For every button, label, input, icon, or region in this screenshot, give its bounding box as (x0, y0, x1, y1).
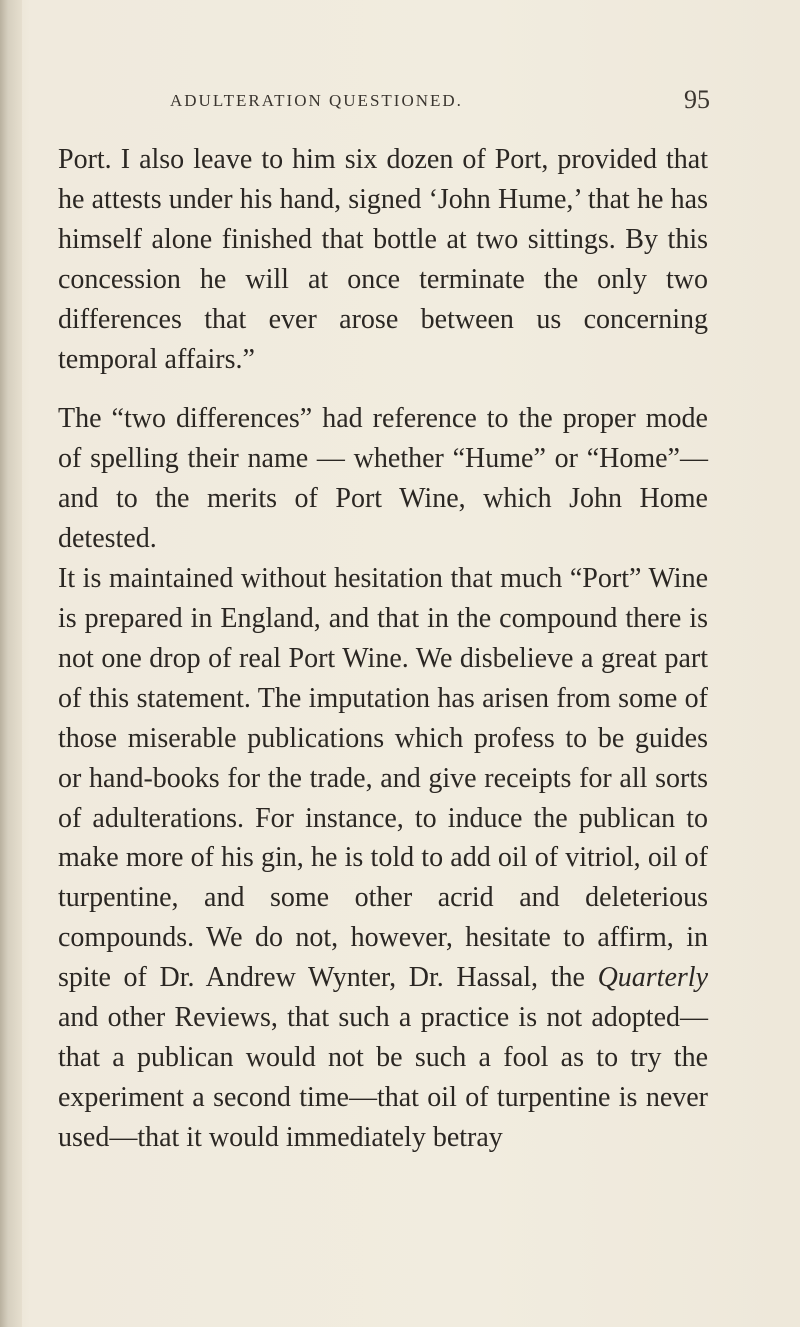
paragraph-3-text: It is maintained without hesitation that much “Port” Wine is prepared in England, and that in the compound there is not one drop of real Port Wine. We disbelieve a great part of this statement. The imputation has arisen from some of those miserable publications which profess to be guides or hand-books for the trade, and give receipts for all sorts of adulterations. For instance, to induce the publican to make more of his gin, he is told to add oil of vitriol, oil of turpentine, and some other acrid and deleterious compounds. We do not, however, hesitate to affirm, in spite of Dr. Andrew Wynter, Dr. Hassal, the (58, 563, 708, 994)
page-number: 95 (684, 85, 710, 114)
quarterly-italic: Quarterly (597, 962, 708, 994)
paragraph-2: The “two differences” had reference to the proper mode of spelling their name — whether “Hume” or “Home”—and to the merits of Port Wine, which John Home detested. (58, 403, 708, 555)
page-gutter (0, 0, 22, 1327)
running-head: ADULTERATION QUESTIONED. (170, 91, 463, 110)
paragraph-1: Port. I also leave to him six dozen of Port, provided that he attests under his hand, signed ‘John Hume,’ that he has himself alone finished that bottle at two sittings. By this concession he will at once terminate the only two differences that ever arose between us concerning temporal affairs.” (58, 144, 708, 375)
paragraph-3 (58, 559, 708, 1158)
paragraph-3-rest: and other Reviews, that such a practice is not adopted—that a publican would not be such a fool as to try the experiment a second time—that oil of turpentine is never used—that it would immediately betray (58, 1002, 708, 1153)
body-text (58, 140, 708, 1158)
